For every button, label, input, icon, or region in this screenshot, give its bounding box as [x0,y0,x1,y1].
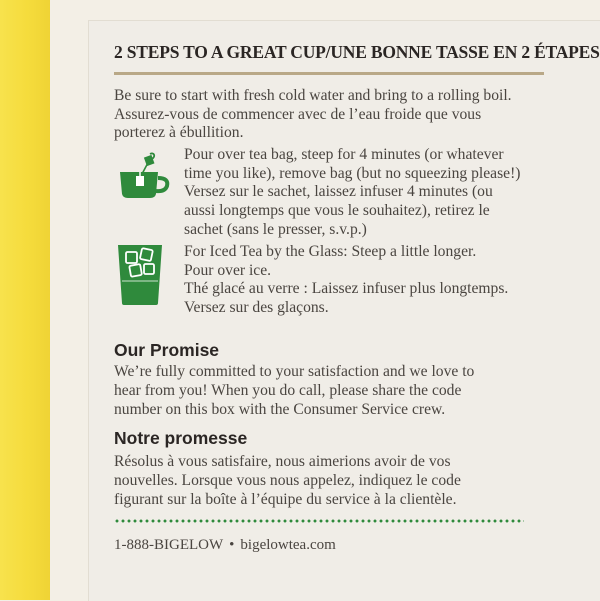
step-line: For Iced Tea by the Glass: Steep a little longer. [184,243,477,260]
dotted-divider [114,519,524,523]
step-line: time you like), remove bag (but no squeezing please!) [184,164,521,182]
promise-line: nouvelles. Lorsque vous nous appelez, indiquez le code [114,472,461,489]
contact-footer [114,537,336,554]
hot-tea-cup-icon [114,150,172,207]
step-line: Thé glacé au verre : Laissez infuser plus longtemps. [184,280,509,298]
step-line: Versez sur le sachet, laissez infuser 4 minutes (ou [184,183,493,201]
promise-line: We’re fully committed to your satisfaction and we love to [114,363,475,380]
promise-body-fr [114,452,554,509]
step-line: sachet (sans le presser, s.v.p.) [184,220,367,238]
promise-title-fr: Notre promesse [114,428,248,448]
promise-line: number on this box with the Consumer Service crew. [114,401,446,418]
footer-separator: • [229,537,235,553]
intro-paragraph [114,87,554,143]
promise-line: hear from you! When you do call, please share the code [114,382,462,399]
step-text [184,243,554,318]
headline-rule [114,72,544,75]
step-line: aussi longtemps que vous le souhaitez), retirez le [184,202,490,220]
step-line: Pour over ice. [184,261,272,279]
step-line: Versez sur des glaçons. [184,299,329,317]
promise-line: figurant sur la boîte à l’équipe du service à la clientèle. [114,491,457,508]
steps-headline: 2 STEPS TO A GREAT CUP/UNE BONNE TASSE EN 2 ÉTAPES [114,42,600,62]
phone-number: 1-888-BIGELOW [114,537,224,553]
intro-line: Assurez-vous de commencer avec de l’eau froide que vous [114,105,482,123]
promise-body-en [114,362,554,419]
promise-line: Résolus à vous satisfaire, nous aimerions avoir de vos [114,453,451,470]
step-line: Pour over tea bag, steep for 4 minutes (or whatever [184,146,504,163]
intro-line: Be sure to start with fresh cold water and bring to a rolling boil. [114,87,512,104]
intro-line: porterez à ébullition. [114,124,244,141]
box-edge-yellow [0,0,50,600]
website-link: bigelowtea.com [240,537,336,553]
iced-tea-glass-icon [114,243,166,312]
promise-title-en: Our Promise [114,340,220,360]
step-text [184,146,554,240]
